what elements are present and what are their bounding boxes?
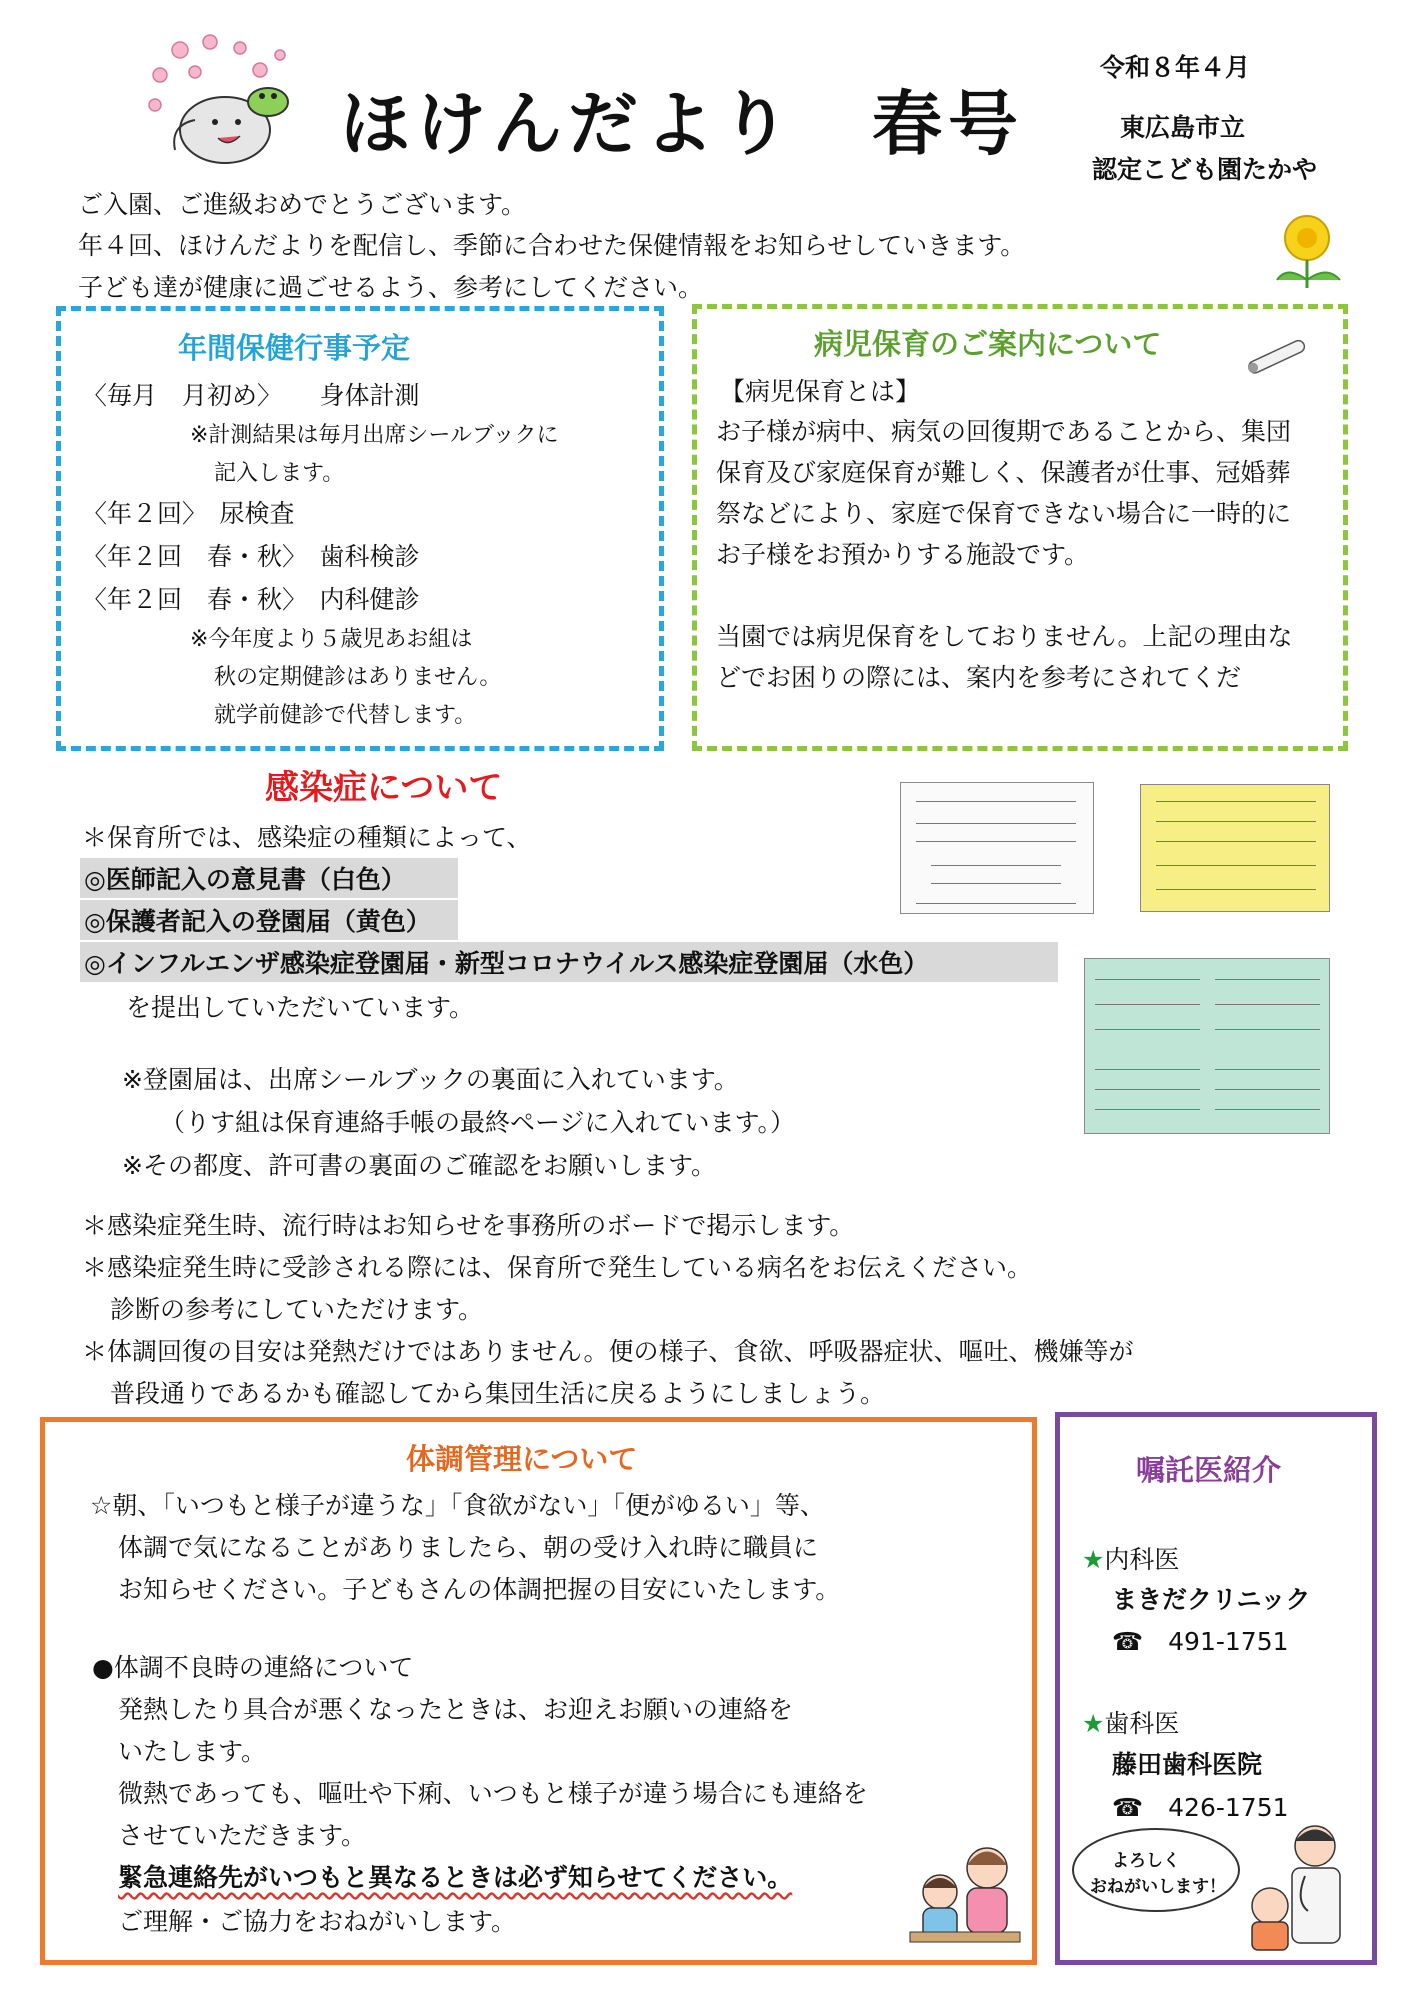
sick-care-line: お子様をお預かりする施設です。 bbox=[716, 540, 1090, 569]
closing-line: ご理解・ご協力をおねがいします。 bbox=[118, 1907, 517, 1936]
contact-title: ●体調不良時の連絡について bbox=[92, 1653, 414, 1682]
infection-bullet: 診断の参考にしていただけます。 bbox=[110, 1295, 484, 1324]
infection-bullet: ＊感染症発生時に受診される際には、保育所で発生している病名をお伝えください。 bbox=[82, 1253, 1033, 1282]
thermometer-icon bbox=[1238, 335, 1318, 375]
internal-doctor-label bbox=[1082, 1540, 1179, 1576]
schedule-line: ※今年度より５歳児あお組は bbox=[190, 627, 473, 652]
internal-doctor-name: まきだクリニック bbox=[1112, 1585, 1311, 1614]
sick-care-line: お子様が病中、病気の回復期であることから、集団 bbox=[716, 417, 1292, 446]
star-icon: ★ bbox=[1082, 1545, 1105, 1574]
flower-icon bbox=[1262, 210, 1352, 292]
sick-care-line: 祭などにより、家庭で保育できない場合に一時的に bbox=[716, 499, 1292, 528]
doctors-heading: 嘱託医紹介 bbox=[1136, 1453, 1282, 1487]
infection-heading: 感染症について bbox=[265, 768, 503, 808]
schedule-line: 〈毎月 月初め〉 身体計測 bbox=[82, 381, 420, 410]
health-line: いたします。 bbox=[118, 1737, 267, 1766]
mother-child-illustration bbox=[905, 1830, 1025, 1950]
health-line: 微熱であっても、嘔吐や下痢、いつもと様子が違う場合にも連絡を bbox=[118, 1779, 868, 1808]
dental-doctor-name: 藤田歯科医院 bbox=[1112, 1750, 1263, 1779]
infection-note: ※登園届は、出席シールブックの裏面に入れています。 bbox=[122, 1065, 739, 1094]
internal-phone-number: 491-1751 bbox=[1168, 1627, 1289, 1656]
schedule-line: 〈年２回〉 尿検査 bbox=[82, 499, 295, 528]
sick-care-line: 保育及び家庭保育が難しく、保護者が仕事、冠婚葬 bbox=[716, 458, 1291, 487]
schedule-line: 〈年２回 春・秋〉 歯科検診 bbox=[82, 542, 420, 571]
schedule-line: 〈年２回 春・秋〉 内科健診 bbox=[82, 585, 420, 614]
form-thumbnail-yellow bbox=[1140, 784, 1330, 912]
health-line: 発熱したり具合が悪くなったときは、お迎えお願いの連絡を bbox=[118, 1695, 794, 1724]
star-icon: ★ bbox=[1082, 1709, 1105, 1738]
schedule-line: 秋の定期健診はありません。 bbox=[214, 665, 502, 690]
form-influenza-covid: ◎インフルエンザ感染症登園届・新型コロナウイルス感染症登園届（水色） bbox=[80, 942, 1058, 982]
dental-doctor-label bbox=[1082, 1704, 1179, 1740]
city-name: 東広島市立 bbox=[1120, 113, 1246, 142]
schedule-heading: 年間保健行事予定 bbox=[178, 331, 411, 365]
intro-line-2: 年４回、ほけんだよりを配信し、季節に合わせた保健情報をお知らせしていきます。 bbox=[78, 231, 1026, 260]
phone-icon: ☎ bbox=[1112, 1793, 1144, 1822]
infection-bullet: ＊感染症発生時、流行時はお知らせを事務所のボードで掲示します。 bbox=[82, 1211, 855, 1240]
schedule-line: 就学前健診で代替します。 bbox=[214, 703, 477, 728]
health-line: させていただきます。 bbox=[118, 1821, 367, 1850]
sick-care-subheading: 【病児保育とは】 bbox=[720, 377, 921, 406]
infection-note: （りす組は保育連絡手帳の最終ページに入れています。） bbox=[160, 1108, 796, 1137]
schedule-line: ※計測結果は毎月出席シールブックに bbox=[190, 423, 559, 448]
health-line: お知らせください。子どもさんの体調把握の目安にいたします。 bbox=[118, 1575, 841, 1604]
bubble-text-1: よろしく bbox=[1112, 1851, 1180, 1871]
health-line: ☆朝、「いつもと様子が違うな」「食欲がない」「便がゆるい」等、 bbox=[90, 1491, 825, 1520]
schedule-line: 記入します。 bbox=[214, 461, 345, 486]
health-line: 体調で気になることがありましたら、朝の受け入れ時に職員に bbox=[118, 1533, 819, 1562]
form-guardian-notice: ◎保護者記入の登園届（黄色） bbox=[80, 900, 458, 940]
facility-name: 認定こども園たかや bbox=[1092, 155, 1318, 184]
infection-bullet: 普段通りであるかも確認してから集団生活に戻るようにしましょう。 bbox=[110, 1379, 886, 1408]
page-title: ほけんだより 春号 bbox=[340, 83, 1024, 165]
dental-doctor-label-text: 歯科医 bbox=[1104, 1709, 1180, 1738]
form-thumbnail-blue bbox=[1084, 958, 1330, 1134]
phone-icon: ☎ bbox=[1112, 1627, 1144, 1656]
sick-care-line: 当園では病児保育をしておりません。上記の理由な bbox=[716, 622, 1293, 651]
dental-phone-number: 426-1751 bbox=[1168, 1793, 1289, 1822]
infection-lead: ＊保育所では、感染症の種類によって、 bbox=[82, 823, 532, 852]
infection-bullet: ＊体調回復の目安は発熱だけではありません。便の様子、食欲、呼吸器症状、嘔吐、機嫌等が bbox=[82, 1337, 1134, 1366]
elephant-illustration bbox=[140, 30, 310, 170]
form-doctor-opinion: ◎医師記入の意見書（白色） bbox=[80, 858, 458, 898]
infection-note: ※その都度、許可書の裏面のご確認をお願いします。 bbox=[122, 1151, 716, 1180]
doctor-illustration bbox=[1240, 1816, 1360, 1956]
form-thumbnail-white bbox=[900, 782, 1094, 914]
internal-doctor-label-text: 内科医 bbox=[1104, 1545, 1180, 1574]
infection-submit: を提出していただいています。 bbox=[126, 993, 475, 1022]
health-heading: 体調管理について bbox=[406, 1442, 638, 1476]
issue-date: 令和８年４月 bbox=[1100, 53, 1251, 82]
sick-care-line: どでお困りの際には、案内を参考にされてくだ bbox=[716, 663, 1242, 692]
internal-doctor-phone bbox=[1112, 1622, 1289, 1658]
intro-line-1: ご入園、ご進級おめでとうございます。 bbox=[78, 190, 527, 219]
emergency-contact-note: 緊急連絡先がいつもと異なるときは必ず知らせてください。 bbox=[118, 1863, 793, 1892]
bubble-text-2: おねがいします！ bbox=[1090, 1877, 1226, 1897]
intro-line-3: 子ども達が健康に過ごせるよう、参考にしてください。 bbox=[78, 273, 704, 302]
sick-care-heading: 病児保育のご案内について bbox=[814, 327, 1162, 361]
